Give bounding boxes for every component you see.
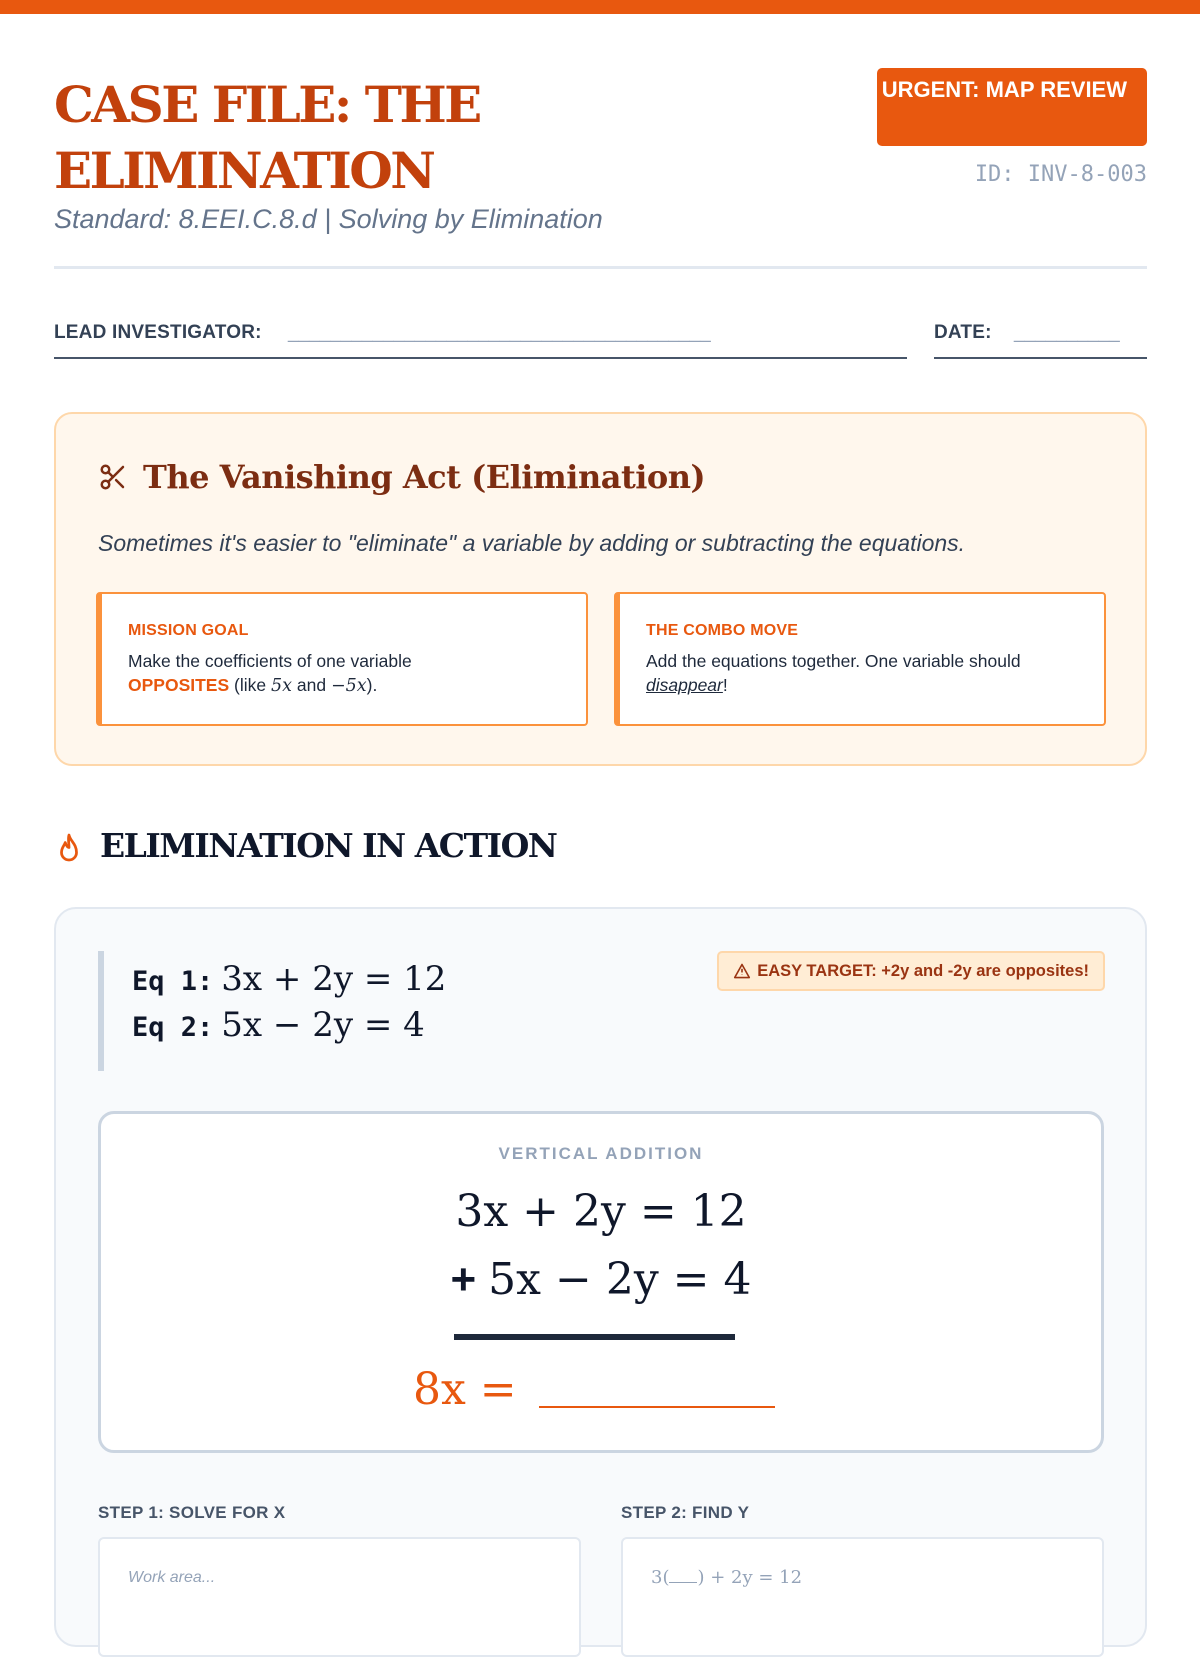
step-1-work-area[interactable] — [98, 1537, 581, 1657]
combo-move-card — [614, 592, 1106, 726]
info-title: The Vanishing Act (Elimination) — [143, 458, 706, 496]
investigator-blank[interactable]: ________________________________________ — [288, 322, 711, 343]
info-subtitle: Sometimes it's easier to "eliminate" a variable by adding or subtracting the equations. — [98, 530, 966, 556]
addition-row-2 — [101, 1254, 1101, 1305]
mission-text-mid: (like — [234, 675, 267, 695]
mission-goal-label: MISSION GOAL — [128, 622, 249, 639]
scissors-icon — [98, 462, 128, 492]
flame-icon — [54, 832, 84, 868]
equation-expression: 5x − 2y = 4 — [221, 1005, 425, 1045]
easy-target-note — [717, 951, 1105, 991]
equation-1 — [132, 959, 446, 1003]
investigator-label: LEAD INVESTIGATOR: — [54, 322, 262, 343]
elimination-info-box — [54, 412, 1147, 766]
addition-result: 8x = — [413, 1364, 517, 1415]
section-heading — [54, 826, 754, 876]
mission-text-start: Make the coefficients of one variable — [128, 651, 412, 671]
warning-icon — [733, 963, 751, 979]
step-1-label: STEP 1: SOLVE FOR X — [98, 1503, 286, 1522]
mission-text-end: ). — [366, 675, 378, 695]
hint-blank[interactable] — [669, 1582, 697, 1583]
mission-goal-text — [128, 649, 560, 698]
result-answer-blank[interactable] — [539, 1406, 775, 1408]
step-2-work-area[interactable] — [621, 1537, 1104, 1657]
combo-text-end: ! — [722, 675, 728, 695]
work-area-placeholder: Work area... — [128, 1569, 216, 1586]
addition-row-2-expr: 5x − 2y = 4 — [488, 1254, 752, 1305]
equation-list — [98, 951, 464, 1071]
hint-end: ) + 2y = 12 — [697, 1567, 803, 1588]
substitution-hint — [651, 1567, 802, 1588]
header-divider — [54, 266, 1147, 269]
date-blank[interactable]: __________ — [1014, 322, 1120, 343]
standard-subtitle: Standard: 8.EEI.C.8.d | Solving by Elimination — [54, 204, 603, 234]
disappear-emphasis: disappear — [646, 675, 723, 695]
sum-line — [454, 1334, 735, 1340]
combo-move-label: THE COMBO MOVE — [646, 622, 799, 639]
top-accent-bar — [0, 0, 1200, 14]
equation-2 — [132, 1005, 425, 1049]
date-label: DATE: — [934, 322, 992, 343]
equation-label: Eq 2: — [132, 1012, 214, 1043]
opposites-highlight: OPPOSITES — [128, 675, 230, 695]
investigator-field[interactable] — [54, 314, 907, 359]
elimination-work-panel — [54, 907, 1147, 1647]
combo-text: Add the equations together. One variable should — [646, 651, 1021, 671]
page-title: CASE FILE: THE ELIMINATION — [54, 75, 480, 200]
term-neg-5x: −5x — [330, 676, 367, 696]
mission-goal-card — [96, 592, 588, 726]
vertical-addition-label: VERTICAL ADDITION — [498, 1144, 704, 1163]
step-2-label: STEP 2: FIND Y — [621, 1503, 750, 1522]
urgent-badge: URGENT: MAP REVIEW — [877, 68, 1147, 146]
hint-start: 3( — [651, 1567, 670, 1588]
section-title: ELIMINATION IN ACTION — [100, 826, 557, 865]
equation-expression: 3x + 2y = 12 — [221, 959, 447, 999]
term-5x: 5x — [270, 676, 292, 696]
equation-label: Eq 1: — [132, 966, 214, 997]
case-id: ID: INV-8-003 — [974, 162, 1147, 187]
name-date-row — [54, 314, 1147, 359]
vertical-addition-box — [98, 1111, 1104, 1453]
mission-text-and: and — [296, 675, 327, 695]
combo-move-text — [646, 649, 1078, 697]
date-field[interactable] — [934, 314, 1147, 359]
addition-row-1: 3x + 2y = 12 — [455, 1186, 747, 1237]
header — [54, 66, 1147, 271]
easy-target-text: EASY TARGET: +2y and -2y are opposites! — [757, 962, 1089, 980]
plus-sign: + — [450, 1255, 477, 1304]
